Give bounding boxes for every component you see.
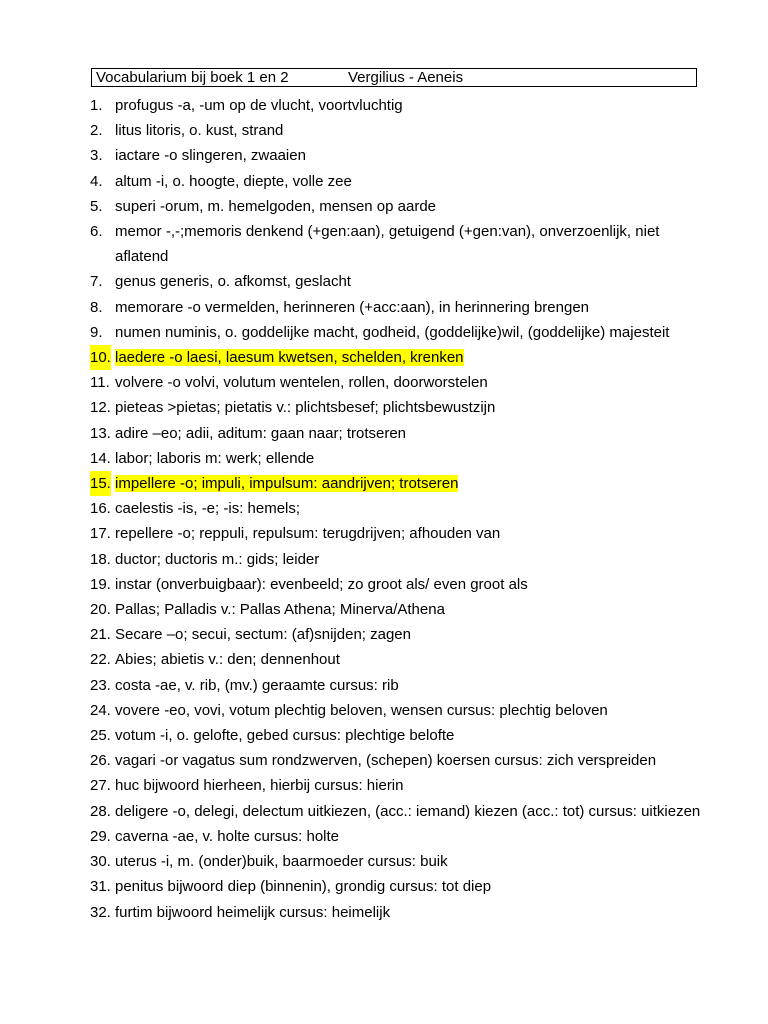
entry-number: 7. (90, 273, 103, 291)
entry-number: 29. (90, 827, 111, 845)
vocab-entry (90, 143, 710, 168)
entry-number: 18. (90, 550, 111, 568)
vocab-entry (90, 900, 710, 925)
entry-number: 19. (90, 575, 111, 593)
entry-text: volvere -o volvi, volutum wentelen, rollen, doorworstelen (115, 374, 488, 392)
vocab-entry (90, 824, 710, 849)
vocabulary-list (90, 93, 710, 925)
entry-text: votum -i, o. gelofte, gebed cursus: plechtige belofte (115, 727, 455, 745)
entry-text: labor; laboris m: werk; ellende (115, 449, 315, 467)
vocab-entry (90, 345, 710, 370)
entry-number: 15. (90, 471, 111, 496)
entry-text: laedere -o laesi, laesum kwetsen, schelden, krenken (115, 349, 464, 367)
document-subtitle: Vergilius - Aeneis (348, 69, 464, 86)
entry-number: 31. (90, 878, 111, 896)
entry-text: memor -,-;memoris denkend (+gen:aan), getuigend (+gen:van), onverzoenlijk, niet aflatend (115, 223, 660, 266)
entry-number: 5. (90, 197, 103, 215)
entry-number: 23. (90, 676, 111, 694)
entry-number: 25. (90, 727, 111, 745)
entry-number: 24. (90, 701, 111, 719)
vocab-entry (90, 521, 710, 546)
vocab-entry (90, 647, 710, 672)
vocab-entry (90, 799, 710, 824)
vocab-entry (90, 118, 710, 143)
entry-text: penitus bijwoord diep (binnenin), grondig cursus: tot diep (115, 878, 492, 896)
entry-text: superi -orum, m. hemelgoden, mensen op aarde (115, 197, 437, 215)
entry-number: 16. (90, 500, 111, 518)
vocab-entry (90, 673, 710, 698)
vocab-entry (90, 446, 710, 471)
vocab-entry (90, 622, 710, 647)
entry-text: genus generis, o. afkomst, geslacht (115, 273, 351, 291)
entry-number: 11. (90, 374, 110, 392)
entry-text: Pallas; Palladis v.: Pallas Athena; Minerva/Athena (115, 601, 445, 619)
vocab-entry (90, 370, 710, 395)
entry-number: 14. (90, 449, 111, 467)
entry-text: memorare -o vermelden, herinneren (+acc:aan), in herinnering brengen (115, 298, 590, 316)
vocab-entry (90, 849, 710, 874)
vocab-entry (90, 269, 710, 294)
entry-text: Secare –o; secui, sectum: (af)snijden; zagen (115, 626, 411, 644)
vocab-entry (90, 723, 710, 748)
entry-number: 21. (90, 626, 111, 644)
document-title: Vocabularium bij boek 1 en 2 (96, 69, 289, 86)
entry-text: vovere -eo, vovi, votum plechtig beloven, wensen cursus: plechtig beloven (115, 701, 608, 719)
vocab-entry (90, 219, 710, 269)
entry-number: 10. (90, 345, 111, 370)
entry-text: impellere -o; impuli, impulsum: aandrijven; trotseren (115, 475, 459, 493)
entry-number: 20. (90, 601, 111, 619)
vocab-entry (90, 169, 710, 194)
entry-number: 1. (90, 97, 103, 114)
entry-text: repellere -o; reppuli, repulsum: terugdrijven; afhouden van (115, 525, 501, 543)
entry-number: 32. (90, 903, 111, 921)
entry-text: iactare -o slingeren, zwaaien (115, 147, 306, 165)
entry-number: 27. (90, 777, 111, 795)
entry-number: 4. (90, 172, 103, 190)
entry-number: 8. (90, 298, 103, 316)
entry-number: 30. (90, 853, 111, 871)
entry-text: altum -i, o. hoogte, diepte, volle zee (115, 172, 352, 190)
entry-text: deligere -o, delegi, delectum uitkiezen, (acc.: iemand) kiezen (acc.: tot) cursus: uitkiezen (115, 802, 701, 820)
entry-number: 3. (90, 147, 103, 165)
header-box (91, 68, 697, 87)
vocab-entry (90, 572, 710, 597)
entry-number: 9. (90, 323, 103, 341)
entry-text: instar (onverbuigbaar): evenbeeld; zo groot als/ even groot als (115, 575, 528, 593)
vocab-entry (90, 547, 710, 572)
entry-number: 12. (90, 399, 111, 417)
vocab-entry (90, 748, 710, 773)
entry-text: furtim bijwoord heimelijk cursus: heimelijk (115, 903, 391, 921)
vocab-entry (90, 471, 710, 496)
entry-number: 13. (90, 424, 111, 442)
vocab-entry (90, 874, 710, 899)
vocab-entry (90, 320, 710, 345)
vocab-entry (90, 597, 710, 622)
vocab-entry (90, 395, 710, 420)
entry-number: 28. (90, 802, 111, 820)
entry-number: 17. (90, 525, 111, 543)
entry-text: huc bijwoord hierheen, hierbij cursus: hierin (115, 777, 404, 795)
entry-number: 2. (90, 122, 103, 140)
vocab-entry (90, 295, 710, 320)
entry-text: costa -ae, v. rib, (mv.) geraamte cursus: rib (115, 676, 399, 694)
entry-text: adire –eo; adii, aditum: gaan naar; trotseren (115, 424, 407, 442)
entry-text: ductor; ductoris m.: gids; leider (115, 550, 320, 568)
vocab-entry (90, 496, 710, 521)
entry-text: caverna -ae, v. holte cursus: holte (115, 827, 340, 845)
vocab-entry (90, 194, 710, 219)
vocab-entry (90, 698, 710, 723)
entry-text: litus litoris, o. kust, strand (115, 122, 284, 140)
entry-text: Abies; abietis v.: den; dennenhout (115, 651, 340, 669)
vocab-entry (90, 93, 710, 118)
vocab-entry (90, 421, 710, 446)
entry-text: profugus -a, -um op de vlucht, voortvluchtig (115, 97, 403, 114)
entry-text: caelestis -is, -e; -is: hemels; (115, 500, 301, 518)
entry-text: uterus -i, m. (onder)buik, baarmoeder cursus: buik (115, 853, 448, 871)
entry-text: vagari -or vagatus sum rondzwerven, (schepen) koersen cursus: zich verspreiden (115, 752, 657, 770)
entry-number: 22. (90, 651, 111, 669)
entry-text: pieteas >pietas; pietatis v.: plichtsbesef; plichtsbewustzijn (115, 399, 496, 417)
entry-number: 6. (90, 223, 103, 241)
entry-number: 26. (90, 752, 111, 770)
entry-text: numen numinis, o. goddelijke macht, godheid, (goddelijke)wil, (goddelijke) majesteit (115, 323, 670, 341)
vocab-entry (90, 773, 710, 798)
